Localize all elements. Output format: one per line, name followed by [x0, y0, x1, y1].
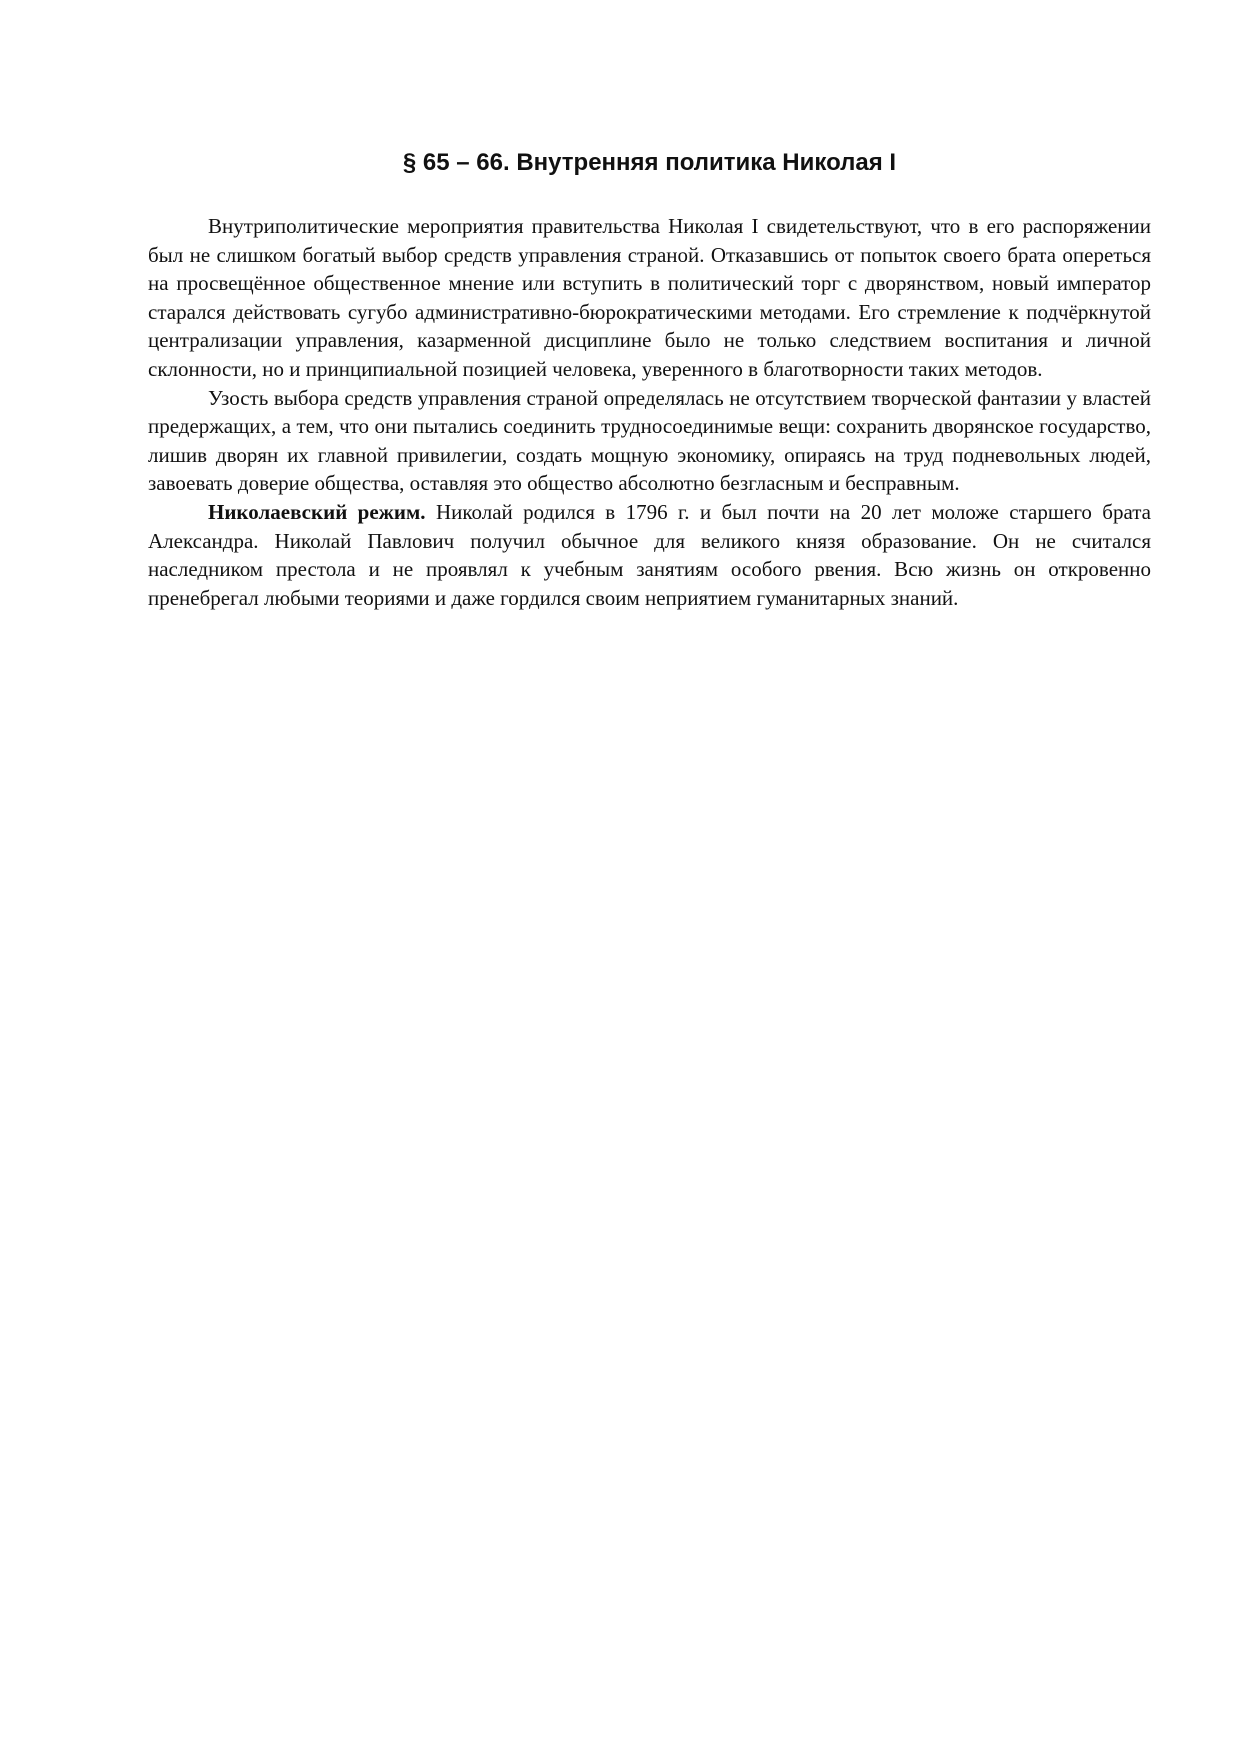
paragraph-2-text: Узость выбора средств управления страной определялась не отсутствием творческой фантазии у властей предержащих, а тем, что они пытались соединить трудносоединимые вещи: сохранить дворянское государство, лишив дворян их главной привилегии, создать мощную экономику, опираясь на труд подневольных людей, завоевать доверие общества, оставляя это общество абсолютно безгласным и бесправным.	[148, 385, 1151, 496]
document-page	[148, 148, 1151, 612]
paragraph-1-text: Внутриполитические мероприятия правительства Николая I свидетельствуют, что в его распоряжении был не слишком богатый выбор средств управления страной. Отказавшись от попыток своего брата опереться на просвещённое общественное мнение или вступить в политический торг с дворянством, новый император старался действовать сугубо административно-бюрократическими методами. Его стремление к подчёркнутой централизации управления, казарменной дисциплине было не только следствием воспитания и личной склонности, но и принципиальной позицией человека, уверенного в благотворности таких методов.	[148, 214, 1151, 381]
paragraph-3	[148, 498, 1151, 612]
paragraph-3-lead: Николаевский режим.	[208, 499, 426, 524]
paragraph-2	[148, 384, 1151, 498]
paragraph-1	[148, 212, 1151, 384]
paragraph-3-text: Николай родился в 1796 г. и был почти на 20 лет моложе старшего брата Александра. Николай Павлович получил обычное для великого князя образование. Он не считался наследником престола и не проявлял к учебным занятиям особого рвения. Всю жизнь он откровенно пренебрегал любыми теориями и даже гордился своим неприятием гуманитарных знаний.	[148, 499, 1152, 610]
section-title: § 65 – 66. Внутренняя политика Николая I	[402, 149, 897, 176]
